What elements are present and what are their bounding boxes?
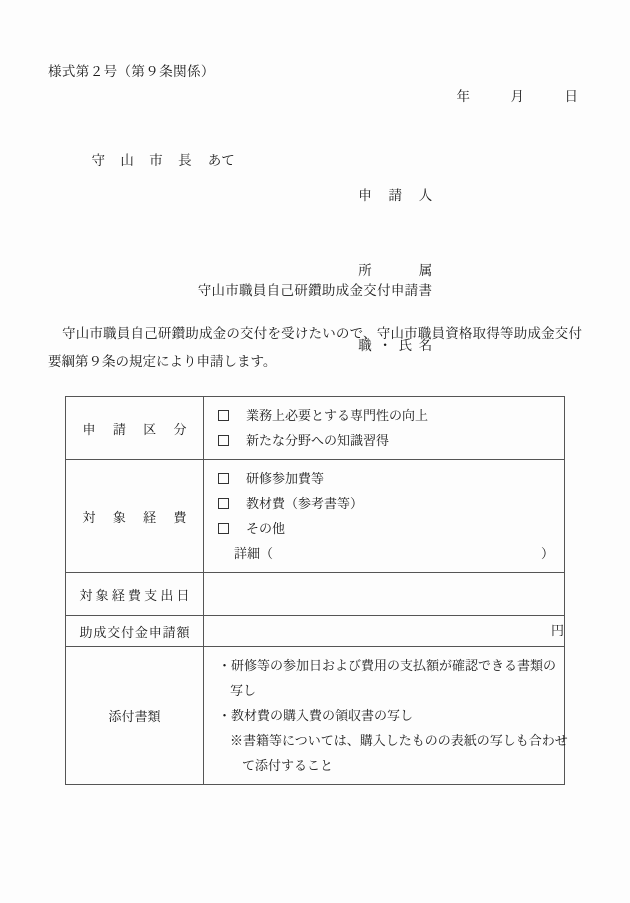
form-number: 様式第２号（第９条関係）: [48, 64, 215, 79]
checkbox-option[interactable]: [218, 403, 564, 428]
page-title: 守山市職員自己研鑽助成金交付申請書: [197, 283, 433, 298]
row-label-application-category: 申請区分: [66, 397, 204, 460]
row-value-attachments: [204, 647, 568, 785]
applicant-row-name: [338, 158, 432, 233]
attachment-line: 写し: [230, 683, 257, 698]
checkbox-label: 教材費（参考書等）: [246, 496, 364, 511]
checkbox-option[interactable]: [218, 428, 564, 453]
row-label-target-expense: 対象経費: [66, 460, 204, 573]
checkbox-icon[interactable]: [218, 410, 229, 421]
detail-input-line[interactable]: [218, 541, 564, 566]
detail-open-paren: 詳細（: [234, 546, 274, 561]
attachment-line: ・教材費の購入費の領収書の写し: [218, 708, 414, 723]
checkbox-icon[interactable]: [218, 498, 229, 509]
checkbox-icon[interactable]: [218, 473, 229, 484]
checkbox-option[interactable]: [218, 516, 564, 541]
checkbox-label: 業務上必要とする専門性の向上: [246, 408, 429, 423]
currency-unit: 円: [550, 623, 564, 638]
table-row-grant-amount: [66, 616, 565, 647]
table-row-application-category: [66, 397, 565, 460]
checkbox-icon[interactable]: [218, 435, 229, 446]
row-label-grant-amount: 助成交付金申請額: [66, 616, 204, 647]
checkbox-icon[interactable]: [218, 523, 229, 534]
applicant-label-0: 申請人: [358, 188, 433, 203]
attachment-line: ・研修等の参加日および費用の支払額が確認できる書類の: [218, 658, 557, 673]
table-row-attachments: [66, 647, 565, 785]
attachment-line: ※書籍等については、購入したものの表紙の写しも合わせ: [230, 733, 568, 748]
row-label-expense-date: 対象経費支出日: [66, 573, 204, 616]
checkbox-option[interactable]: [218, 491, 564, 516]
checkbox-label: その他: [246, 521, 286, 536]
applicant-label-2: 職・氏名: [358, 338, 433, 353]
row-value-target-expense: [204, 460, 565, 573]
applicant-label-1: 所属: [358, 263, 433, 278]
checkbox-option[interactable]: [218, 466, 564, 491]
body-paragraph: 守山市職員自己研鑽助成金の交付を受けたいので、守山市職員資格取得等助成金交付要綱第９条の規定により申請します。: [48, 326, 582, 369]
date-line: 年 月 日: [456, 89, 578, 104]
row-value-expense-date[interactable]: [204, 573, 565, 616]
checkbox-label: 研修参加費等: [246, 471, 325, 486]
addressee-name: 守 山 市 長: [91, 153, 198, 168]
addressee: [78, 133, 235, 185]
table-row-expense-date: [66, 573, 565, 616]
detail-close-paren: ）: [540, 546, 554, 561]
row-value-grant-amount[interactable]: [204, 616, 565, 647]
row-label-attachments: 添付書類: [66, 647, 204, 785]
table-row-target-expense: [66, 460, 565, 573]
application-form-table: [65, 396, 568, 785]
addressee-suffix: あて: [207, 153, 235, 168]
attachment-line: て添付すること: [242, 758, 334, 773]
row-value-application-category: [204, 397, 565, 460]
checkbox-label: 新たな分野への知識習得: [246, 433, 390, 448]
